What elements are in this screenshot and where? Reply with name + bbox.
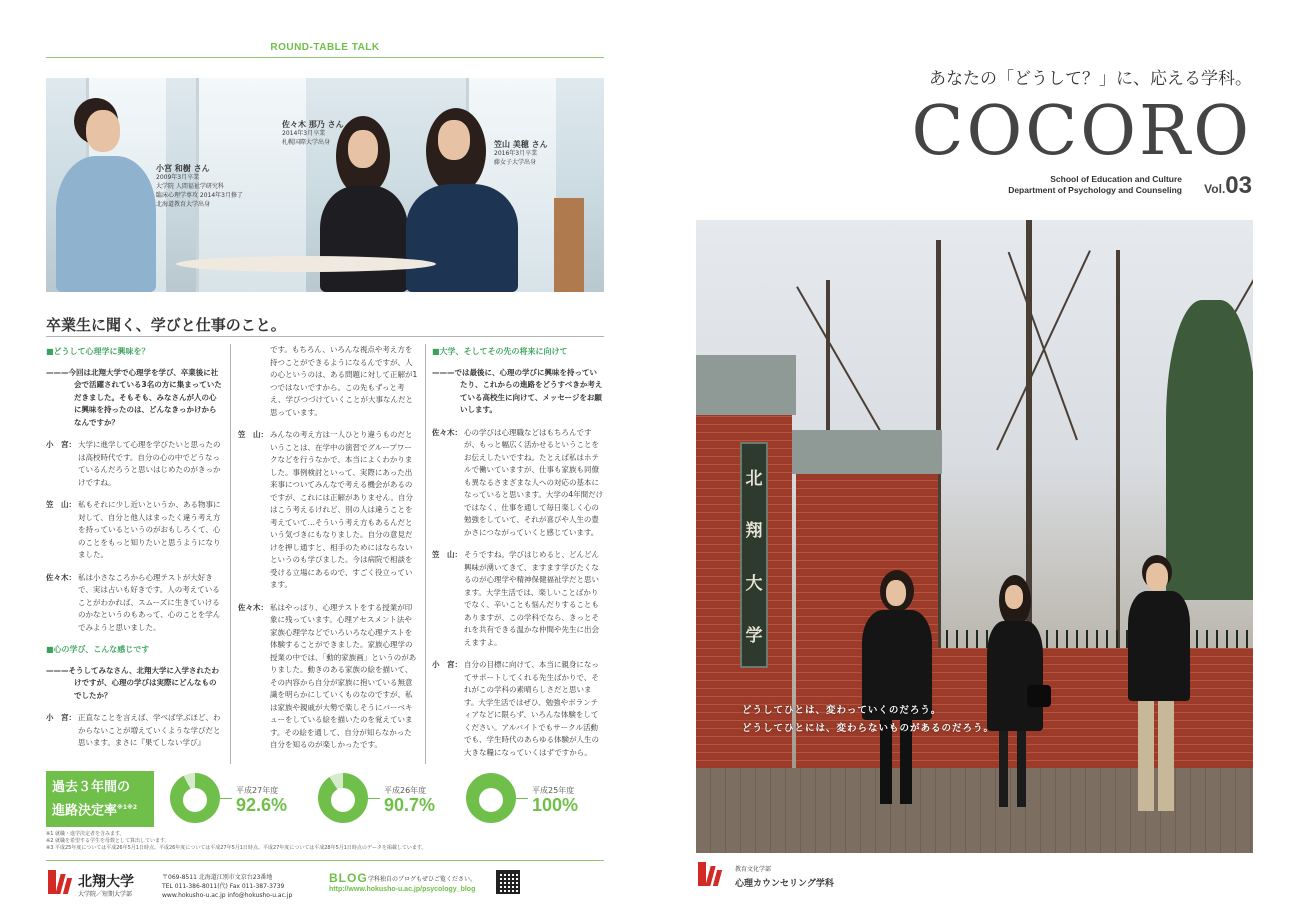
stat-year: 平成26年度 bbox=[384, 786, 427, 795]
cover-tagline: あなたの「どうして？」に、応える学科。 bbox=[929, 69, 1252, 89]
faculty-name: 教育文化学部 bbox=[735, 866, 772, 873]
cover-photo bbox=[696, 220, 1253, 853]
interview-answer bbox=[432, 427, 604, 540]
cover-person-3 bbox=[1116, 555, 1196, 817]
stat-value: 92.6% bbox=[236, 795, 288, 815]
university-logo-icon bbox=[698, 862, 722, 886]
speaker-label: 笠 山： bbox=[46, 500, 76, 509]
interview-answer bbox=[46, 712, 222, 750]
stat-value: 100% bbox=[532, 795, 579, 815]
photo-table bbox=[176, 256, 436, 272]
column-divider bbox=[230, 344, 231, 764]
photo-wood-panel bbox=[554, 198, 584, 292]
speaker-label: 小 宮： bbox=[432, 660, 462, 669]
university-subtitle: 大学院／短期大学部 bbox=[78, 891, 133, 898]
photo-person-man bbox=[56, 98, 166, 292]
subtitle-rule bbox=[46, 336, 604, 337]
speaker-label: 佐々木： bbox=[432, 427, 462, 437]
roundtable-photo bbox=[46, 78, 604, 292]
stat-item bbox=[318, 771, 466, 827]
interview-column-3 bbox=[432, 344, 604, 769]
caption-sasaki: 佐々木 那乃 さん 2014年3月卒業 札幌国際大学出身 bbox=[282, 120, 344, 146]
interview-answer bbox=[46, 439, 222, 489]
answer-text: そうですね。学びはじめると、どんどん興味が湧いてきて、ますます学びたくなるのが心理学や精神保健福祉学だと思います。大学生活では、楽しいことばかりでなく、辛いことも悩んだりすることもありますが、この学科でなら、きっとそれを共有できる温かな仲間や先生に出会えますよ。 bbox=[464, 550, 599, 647]
interview-answer bbox=[238, 429, 418, 592]
answer-text: 心の学びは心理職などはもちろんですが、もっと幅広く活かせるということをお伝えしたいですね。たとえば私はホテルで働いていますが、仕事も家族も同僚も異なるさまざまな人への対応の基本になっていると思います。大学の4年間だけではなく、仕事を通して毎日楽しく心の勉強をしていて、それが喜びや人生の豊かさにつながっていくと感じています。 bbox=[464, 427, 604, 537]
interview-question: ———今回は北翔大学で心理学を学び、卒業後に社会で活躍されている3名の方に集まっていただきました。そもそも、みなさんが人の心に興味を持ったのは、どんなきっかけからなんですか？ bbox=[46, 367, 222, 427]
department-name: 心理カウンセリング学科 bbox=[735, 879, 834, 889]
stat-value: 90.7% bbox=[384, 795, 436, 815]
stats-footnotes: ※1 就職・進学決定者を含みます。 ※2 就職を希望する学生を母数として算出しています。 ※3 平成25年度については平成26年5月1日時点、平成26年度については平成27年5月1日時点、平成27年度については平成28年5月1日時点のデータを掲載しています。 bbox=[46, 831, 427, 851]
speaker-label: 笠 山： bbox=[238, 430, 268, 439]
interview-column-2 bbox=[238, 344, 418, 762]
donut-chart bbox=[170, 773, 220, 823]
interview-answer bbox=[46, 572, 222, 635]
blog-note: 学科独自のブログもぜひご覧ください。 bbox=[368, 876, 477, 883]
answer-text: 私はやっぱり、心理テストをする授業が印象に残っています。心理アセスメント法や家族心理学などでいろいろな心理テストを体験することができました。家族心理学の授業の中では、「動的家族画」というのがありました。動きのある家族の絵を描いて、その内容から自分が家族に抱いている無意識を明らかにしていくものなのですが、私は家族や親戚が大勢で楽しそうにバーベキューをしている絵を描いたのを覚えています。その絵を通して、自分が知らなかった自分を知るのが楽しかったです。 bbox=[270, 602, 417, 749]
speaker-label: 小 宮： bbox=[46, 440, 76, 449]
answer-text: みんなの考え方は一人ひとり違うものだということは、在学中の演習でグループワークなどを行うなかで、本当によくわかりました。事例検討といって、実際にあった出来事についてみんなで考える機会があるのですが、これには正解がありません。自分はこう考えるけれど、別の人は違うことを考えていて…そういう考え方もあるんだという気づきにもなりました。自分の意見だけを押し通すと、相手のためにはならないというのも学びました。今は病院で相談を受ける立場にあるので、すごく役立っています。 bbox=[270, 430, 413, 589]
answer-text: です。もちろん、いろんな視点や考え方を持つことができるようになるんですが、人の心というのは、ある問題に対して正解が1つではないですから。この先もずっと考え、学びつづけていくことが大事なんだと思っています。 bbox=[270, 345, 418, 417]
section-heading: ■どうして心理学に興味を？ bbox=[46, 347, 150, 356]
cover-copy: どうしてひとは、変わっていくのだろう。 どうしてひとには、変わらないものがあるのだろう。 bbox=[742, 705, 995, 734]
speaker-label: 佐々木： bbox=[46, 572, 76, 582]
interview-answer-continued bbox=[238, 344, 418, 419]
cover-person-2 bbox=[981, 575, 1051, 811]
stat-item bbox=[466, 771, 614, 827]
interview-question: ———そうしてみなさん、北翔大学に入学されたわけですが、心理の学びは実際にどんなものでしたか？ bbox=[46, 665, 219, 700]
section-heading: ■心の学び、こんな感じです bbox=[46, 645, 150, 654]
stat-item bbox=[170, 771, 318, 827]
column-divider bbox=[425, 344, 426, 764]
interview-column-1 bbox=[46, 344, 222, 760]
pillar-cap bbox=[696, 355, 796, 415]
blog-label: BLOG bbox=[329, 871, 368, 885]
section-heading: ■大学、そしてその先の将来に向けて bbox=[432, 347, 568, 356]
cover-person-1 bbox=[856, 570, 936, 810]
answer-text: 私は小さなころから心理テストが大好きで、実は占いも好きです。人の考えていることがわかれば、スムーズに生きていけるのかなというのもあって、心のことを学んでみようと思いました。 bbox=[78, 572, 221, 632]
right-page-cover bbox=[650, 0, 1300, 920]
answer-text: 正直なことを言えば、学べば学ぶほど、わからないことが増えていくような学びだと思います。まさに『果てしない学び』 bbox=[78, 713, 221, 747]
interview-answer bbox=[46, 499, 222, 562]
university-address: 〒069-8511 北海道江別市文京台23番地 TEL 011-386-8011(代) Fax 011-387-3739 www.hokusho-u.ac.jp info@hokusho-u.ac.jp bbox=[162, 874, 293, 899]
donut-chart bbox=[466, 773, 516, 823]
speaker-label: 小 宮： bbox=[46, 713, 76, 722]
qr-code-icon[interactable] bbox=[496, 870, 520, 894]
answer-text: 自分の目標に向けて、本当に親身になってサポートしてくれる先生ばかりで、それがこの学科の素晴らしさだと思います。大学生活ではぜひ、勉強やボランティアなどに限らず、いろんな体験をしてください。アルバイトでもサークル活動でも、学生時代のあらゆる体験が人生の大きな糧になっていくはずですから。 bbox=[464, 660, 599, 757]
career-stats bbox=[46, 771, 604, 827]
university-logo-icon bbox=[48, 870, 72, 894]
answer-text: 私もそれに少し近いというか、ある物事に対して、自分と他人はまったく違う考え方を持っているというのがおもしろくて、心のことをもっと知りたいと思うようになりました。 bbox=[78, 500, 221, 559]
university-gate-sign: 北 翔 大 学 bbox=[740, 442, 768, 668]
university-name: 北翔大学 bbox=[78, 874, 134, 890]
volume-number: Vol.03 bbox=[1204, 172, 1252, 199]
interview-answer bbox=[432, 659, 604, 759]
caption-kasayama: 笠山 美穂 さん 2016年3月卒業 藤女子大学出身 bbox=[494, 140, 548, 166]
blog-url-link[interactable]: http://www.hokusho-u.ac.jp/psycology_blog bbox=[329, 886, 476, 893]
department-english: School of Education and Culture Department of Psychology and Counseling bbox=[1008, 174, 1182, 195]
footer-rule bbox=[46, 860, 604, 861]
stat-year: 平成25年度 bbox=[532, 786, 575, 795]
pillar-cap bbox=[792, 430, 942, 474]
stat-year: 平成27年度 bbox=[236, 786, 279, 795]
magazine-title: COCORO bbox=[911, 92, 1252, 171]
speaker-label: 佐々木： bbox=[238, 602, 268, 612]
roundtable-header: ROUND-TABLE TALK bbox=[270, 42, 380, 53]
donut-chart bbox=[318, 773, 368, 823]
interview-answer bbox=[432, 549, 604, 649]
interview-subtitle: 卒業生に聞く、学びと仕事のこと。 bbox=[46, 316, 286, 334]
header-rule bbox=[46, 57, 604, 58]
stats-title: 過去３年間の 進路決定率$^{※1※2}$ bbox=[46, 771, 154, 827]
speaker-label: 笠 山： bbox=[432, 550, 462, 559]
answer-text: 大学に進学して心理を学びたいと思ったのは高校時代です。自分の心の中でどうなっているんだろうと思いはじめたのがきっかけですね。 bbox=[78, 440, 221, 487]
interview-answer bbox=[238, 602, 418, 752]
caption-komiya: 小宮 和樹 さん 2009年3月卒業 大学院 人間福祉学研究科 臨床心理学専攻 2014年3月修了 北海道教育大学出身 bbox=[156, 164, 243, 208]
interview-question: ———では最後に、心理の学びに興味を持っていたり、これからの進路をどうすべきか考えている高校生に向けて、メッセージをお願いします。 bbox=[432, 367, 603, 414]
